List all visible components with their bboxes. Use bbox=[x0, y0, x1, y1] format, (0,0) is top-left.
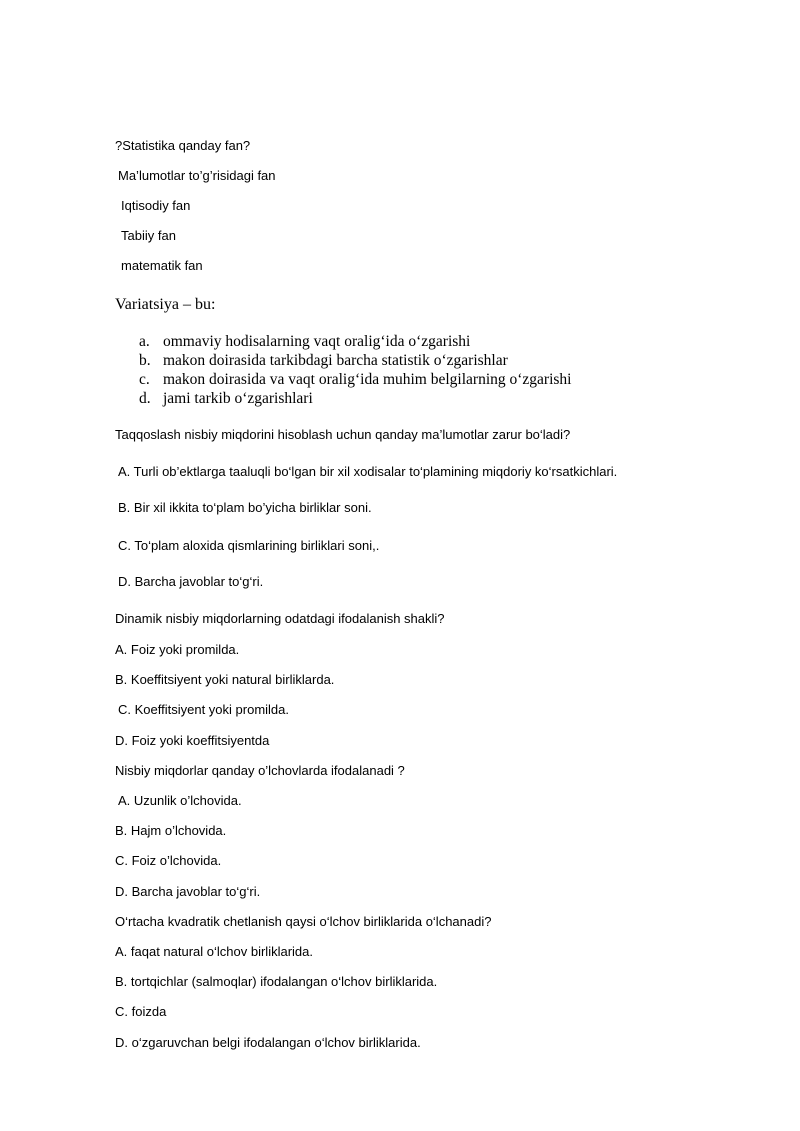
question-4-option-a: A. Foiz yoki promilda. bbox=[115, 642, 240, 657]
question-6-option-d: D. o‘zgaruvchan belgi ifodalangan o‘lchov birliklarida. bbox=[115, 1035, 421, 1050]
question-5-text: Nisbiy miqdorlar qanday o’lchovlarda ifodalanadi ? bbox=[115, 763, 405, 778]
question-6-option-c: C. foizda bbox=[115, 1004, 167, 1019]
question-6-option-a: A. faqat natural o‘lchov birliklarida. bbox=[115, 944, 313, 959]
list-marker: d. bbox=[139, 390, 151, 407]
question-1-option-3: Tabiiy fan bbox=[121, 228, 176, 243]
question-4-option-d: D. Foiz yoki koeffitsiyentda bbox=[115, 733, 270, 748]
list-marker: c. bbox=[139, 371, 150, 388]
list-marker: a. bbox=[139, 333, 150, 350]
question-5-option-d: D. Barcha javoblar to‘g‘ri. bbox=[115, 884, 261, 899]
question-3-text: Taqqoslash nisbiy miqdorini hisoblash uchun qanday ma’lumotlar zarur bo‘ladi? bbox=[115, 427, 571, 442]
question-6-option-b: B. tortqichlar (salmoqlar) ifodalangan o‘lchov birliklarida. bbox=[115, 974, 438, 989]
question-1-option-2: Iqtisodiy fan bbox=[121, 198, 191, 213]
question-4-option-c: C. Koeffitsiyent yoki promilda. bbox=[118, 702, 289, 717]
option-text: makon doirasida tarkibdagi barcha statistik o‘zgarishlar bbox=[163, 352, 508, 369]
question-2-option-b bbox=[139, 352, 508, 370]
question-5-option-a: A. Uzunlik o’lchovida. bbox=[118, 793, 242, 808]
option-text: ommaviy hodisalarning vaqt oralig‘ida o‘zgarishi bbox=[163, 333, 471, 350]
question-2-option-c bbox=[139, 371, 572, 389]
question-2-text: Variatsiya – bu: bbox=[115, 296, 216, 313]
question-5-option-b: B. Hajm o’lchovida. bbox=[115, 823, 227, 838]
question-3-option-a: A. Turli ob’ektlarga taaluqli bo‘lgan bir xil xodisalar to‘plamining miqdoriy ko‘rsatkichlari. bbox=[118, 464, 618, 479]
option-text: jami tarkib o‘zgarishlari bbox=[163, 390, 313, 407]
option-text: makon doirasida va vaqt oralig‘ida muhim belgilarning o‘zgarishi bbox=[163, 371, 572, 388]
question-4-option-b: B. Koeffitsiyent yoki natural birliklarda. bbox=[115, 672, 335, 687]
question-3-option-b: B. Bir xil ikkita to‘plam bo’yicha birliklar soni. bbox=[118, 500, 372, 515]
question-1-text: ?Statistika qanday fan? bbox=[115, 138, 251, 153]
question-5-option-c: C. Foiz o’lchovida. bbox=[115, 853, 222, 868]
question-3-option-c: C. To‘plam aloxida qismlarining birliklari soni,. bbox=[118, 538, 380, 553]
list-marker: b. bbox=[139, 352, 151, 369]
question-3-option-d: D. Barcha javoblar to‘g‘ri. bbox=[118, 574, 264, 589]
question-1-option-4: matematik fan bbox=[121, 258, 203, 273]
question-2-option-d bbox=[139, 390, 313, 408]
question-6-text: O‘rtacha kvadratik chetlanish qaysi o‘lchov birliklarida o‘lchanadi? bbox=[115, 914, 492, 929]
question-4-text: Dinamik nisbiy miqdorlarning odatdagi ifodalanish shakli? bbox=[115, 611, 445, 626]
question-2-option-a bbox=[139, 333, 470, 351]
question-1-option-1: Ma’lumotlar to’g’risidagi fan bbox=[118, 168, 276, 183]
